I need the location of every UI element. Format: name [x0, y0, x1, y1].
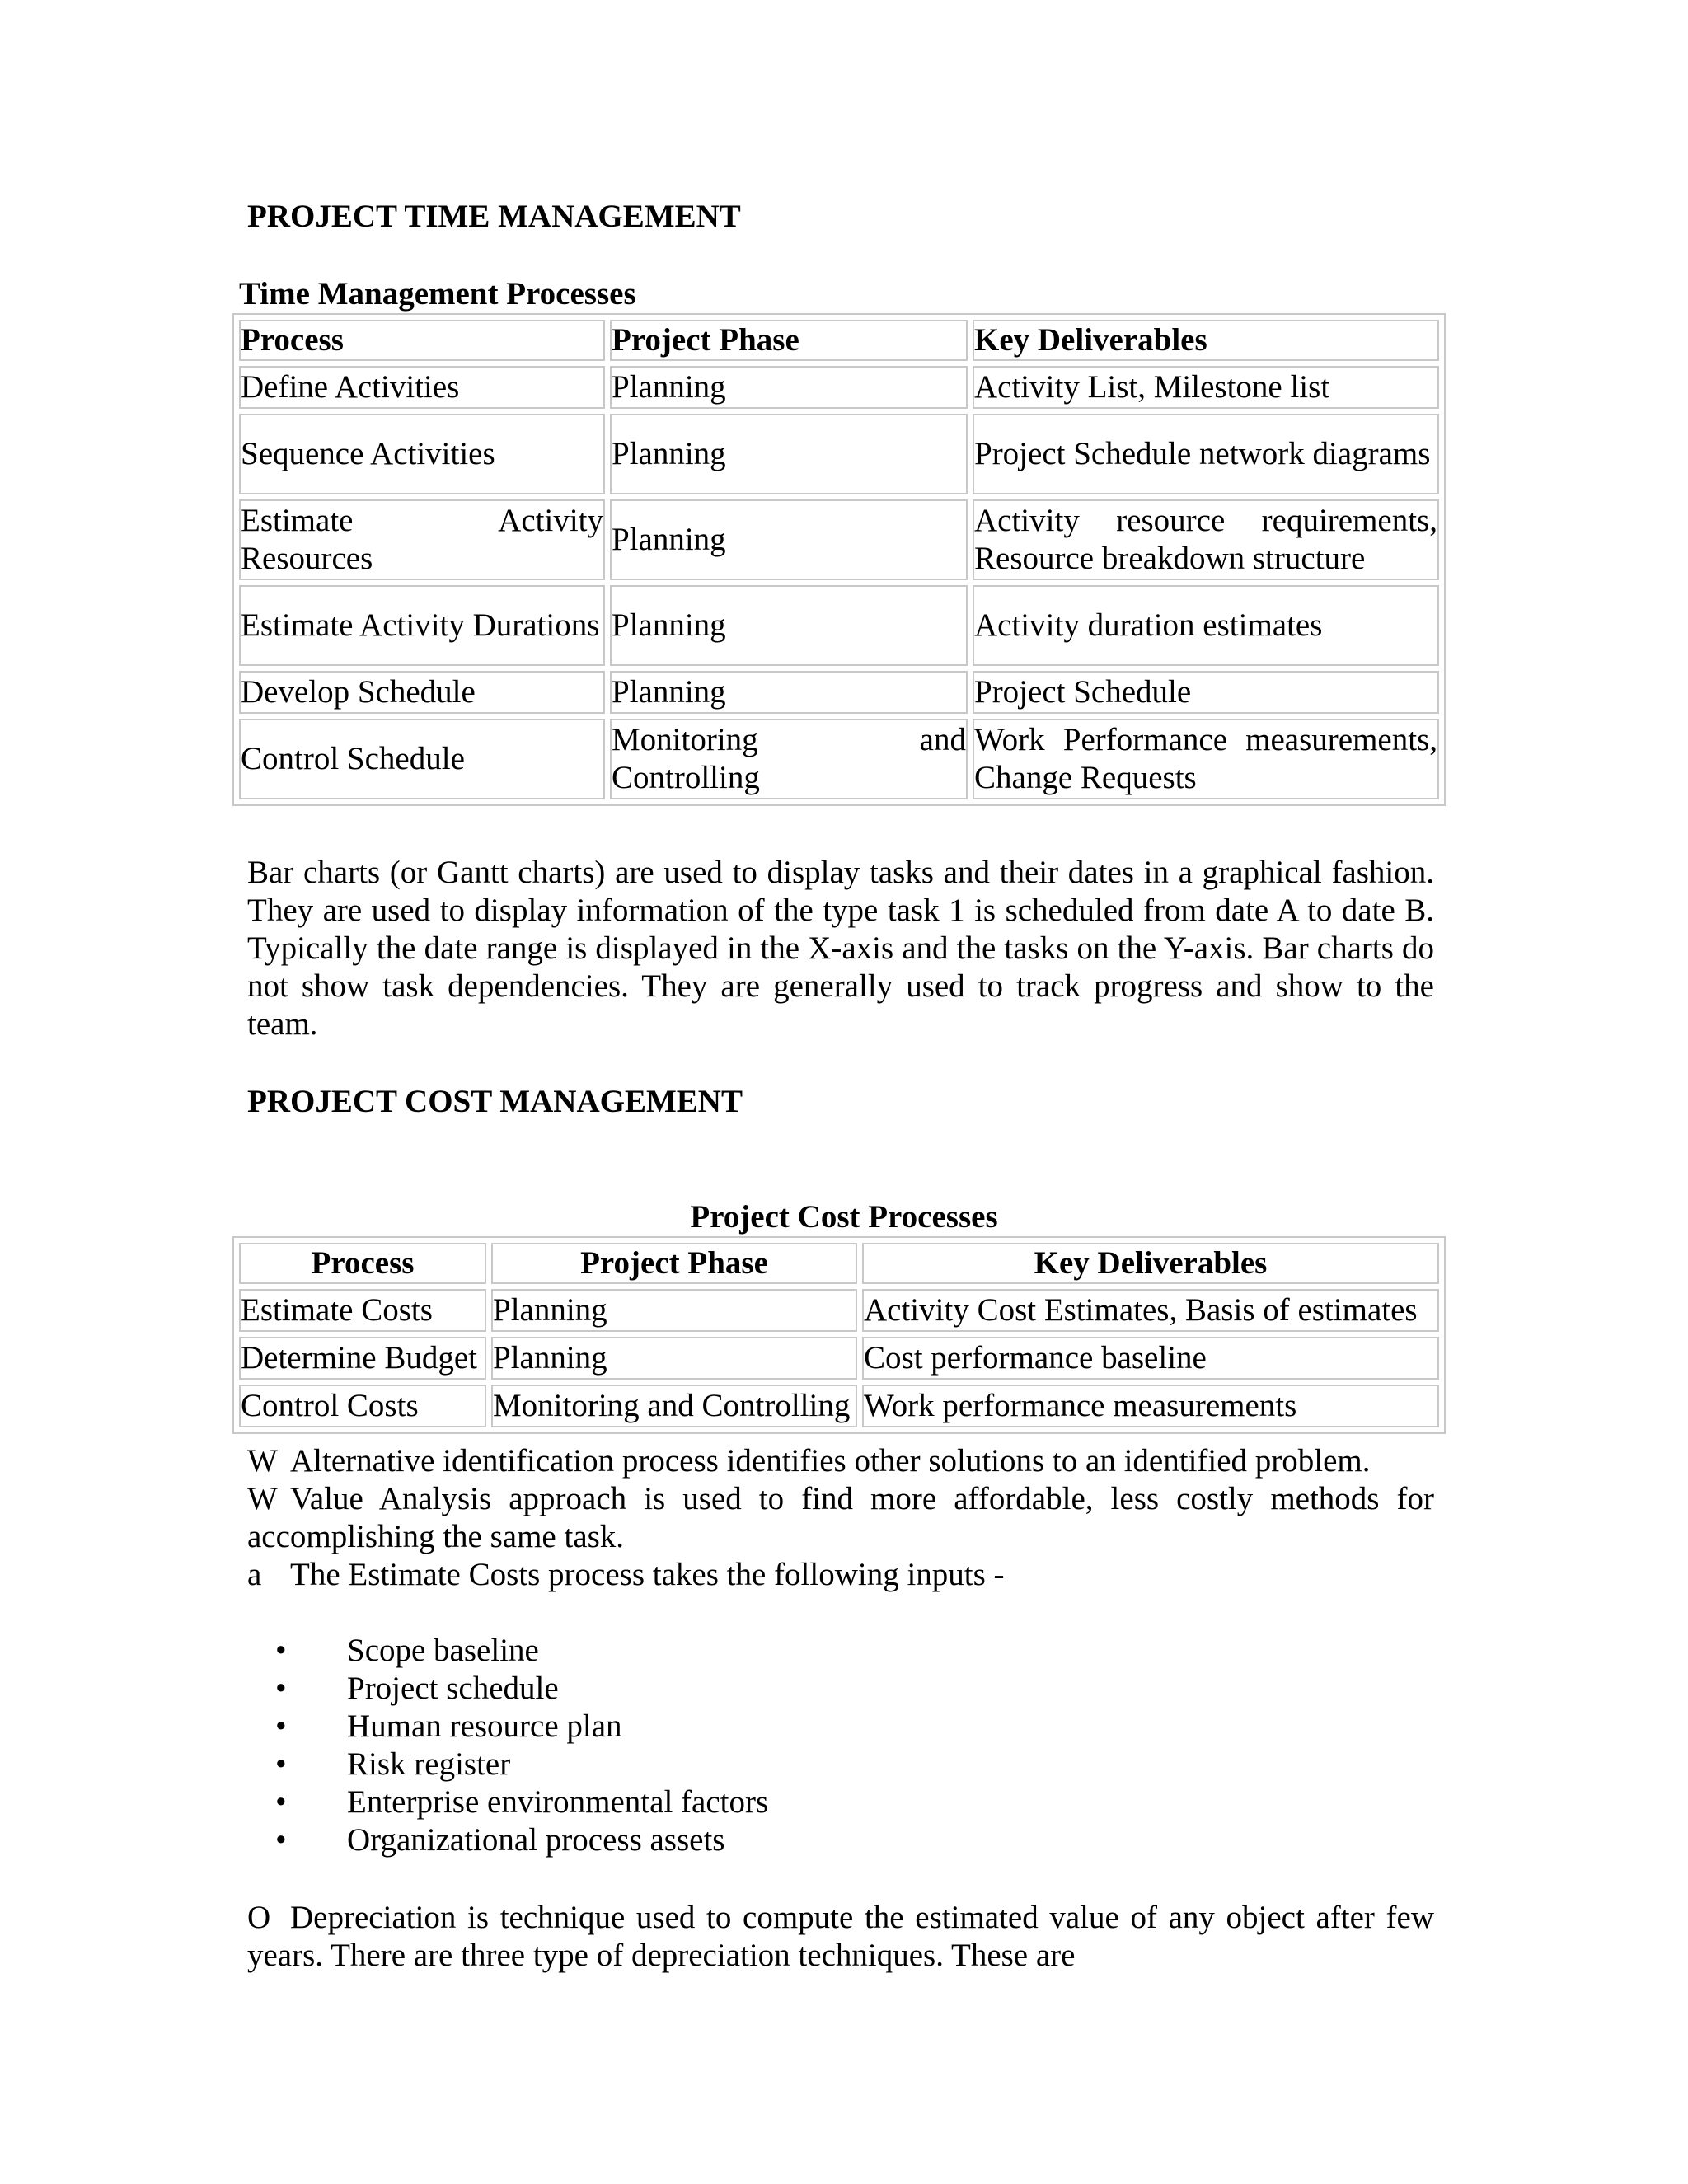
- list-item: [275, 1783, 1100, 1821]
- list-item-text: Scope baseline: [347, 1633, 539, 1668]
- column-header-deliverables: Key Deliverables: [862, 1243, 1439, 1284]
- table-row: [239, 719, 1439, 799]
- note-marker: O: [247, 1900, 271, 1935]
- phase-cell: Planning: [610, 414, 968, 494]
- bullet-icon: •: [275, 1708, 287, 1744]
- process-cell: Define Activities: [239, 366, 605, 409]
- process-cell: Develop Schedule: [239, 671, 605, 714]
- deliverables-cell: Activity Cost Estimates, Basis of estimates: [862, 1289, 1439, 1332]
- deliverables-cell: Work performance measurements: [862, 1385, 1439, 1427]
- process-cell: Estimate Activity Durations: [239, 585, 605, 666]
- list-item-text: Enterprise environmental factors: [347, 1784, 769, 1820]
- depreciation-text: Depreciation is technique used to compute the estimated value of any object after few years. There are three type of depreciation techniques. These are: [247, 1900, 1434, 1973]
- process-cell: Sequence Activities: [239, 414, 605, 494]
- cost-management-heading: PROJECT COST MANAGEMENT: [247, 1084, 743, 1119]
- table-header-row: [239, 1243, 1439, 1284]
- estimate-costs-inputs-list: [275, 1632, 1100, 1859]
- deliverables-cell: Work Performance measurements, Change Requests: [973, 719, 1439, 799]
- cost-table-caption: Project Cost Processes: [690, 1199, 998, 1235]
- process-cell: Control Schedule: [239, 719, 605, 799]
- bullet-icon: •: [275, 1784, 287, 1820]
- cost-notes: [247, 1442, 1434, 1594]
- note-estimate-costs-inputs: [247, 1556, 1434, 1594]
- table-row: [239, 585, 1439, 666]
- table-row: [239, 1385, 1439, 1427]
- note-marker: W: [247, 1481, 278, 1516]
- note-marker: W: [247, 1443, 278, 1479]
- note-text: Value Analysis approach is used to find more affordable, less costly methods for accomplishing the same task.: [247, 1481, 1434, 1554]
- list-item: [275, 1746, 1100, 1783]
- bullet-icon: •: [275, 1746, 287, 1782]
- time-table-caption: Time Management Processes: [239, 276, 636, 312]
- note-text: Alternative identification process identifies other solutions to an identified problem.: [290, 1443, 1371, 1479]
- list-item: [275, 1821, 1100, 1859]
- list-item-text: Project schedule: [347, 1671, 559, 1706]
- table-row: [239, 414, 1439, 494]
- time-processes-table: [232, 313, 1446, 806]
- note-alternative-identification: [247, 1442, 1434, 1480]
- phase-cell: Monitoring and Controlling: [491, 1385, 857, 1427]
- phase-cell: Planning: [491, 1289, 857, 1332]
- list-item: [275, 1632, 1100, 1670]
- note-text: The Estimate Costs process takes the following inputs -: [290, 1557, 1005, 1592]
- table-header-row: [239, 320, 1439, 361]
- deliverables-cell: Activity duration estimates: [973, 585, 1439, 666]
- table-row: [239, 671, 1439, 714]
- phase-cell: Planning: [610, 585, 968, 666]
- table-row: [239, 499, 1439, 580]
- column-header-deliverables: Key Deliverables: [973, 320, 1439, 361]
- deliverables-cell: Project Schedule network diagrams: [973, 414, 1439, 494]
- depreciation-paragraph: [247, 1899, 1434, 1975]
- table-row: [239, 1337, 1439, 1380]
- phase-cell: Planning: [610, 366, 968, 409]
- list-item: [275, 1708, 1100, 1746]
- process-cell: Estimate Activity Resources: [239, 499, 605, 580]
- column-header-process: Process: [239, 1243, 486, 1284]
- table-row: [239, 1289, 1439, 1332]
- bullet-icon: •: [275, 1671, 287, 1706]
- gantt-chart-paragraph: Bar charts (or Gantt charts) are used to display tasks and their dates in a graphical fashion. They are used to display information of the type task 1 is scheduled from date A to date B. Typically the date range is displayed in the X-axis and the tasks on the Y-axis. Bar charts do not show task dependencies. They are generally used to track progress and show to the team.: [247, 855, 1434, 1042]
- deliverables-cell: Activity List, Milestone list: [973, 366, 1439, 409]
- deliverables-cell: Activity resource requirements, Resource breakdown structure: [973, 499, 1439, 580]
- bullet-icon: •: [275, 1822, 287, 1858]
- list-item-text: Human resource plan: [347, 1708, 622, 1744]
- column-header-phase: Project Phase: [610, 320, 968, 361]
- list-item-text: Organizational process assets: [347, 1822, 725, 1858]
- list-item-text: Risk register: [347, 1746, 511, 1782]
- list-item: [275, 1670, 1100, 1708]
- column-header-phase: Project Phase: [491, 1243, 857, 1284]
- time-management-heading: PROJECT TIME MANAGEMENT: [247, 199, 741, 234]
- note-marker: a: [247, 1557, 262, 1592]
- deliverables-cell: Project Schedule: [973, 671, 1439, 714]
- column-header-process: Process: [239, 320, 605, 361]
- deliverables-cell: Cost performance baseline: [862, 1337, 1439, 1380]
- process-cell: Determine Budget: [239, 1337, 486, 1380]
- table-row: [239, 366, 1439, 409]
- process-cell: Estimate Costs: [239, 1289, 486, 1332]
- phase-cell: Planning: [610, 671, 968, 714]
- process-cell: Control Costs: [239, 1385, 486, 1427]
- cost-processes-table: [232, 1236, 1446, 1434]
- note-value-analysis: [247, 1480, 1434, 1556]
- phase-cell: Planning: [491, 1337, 857, 1380]
- phase-cell: Monitoring and Controlling: [610, 719, 968, 799]
- bullet-icon: •: [275, 1633, 287, 1668]
- phase-cell: Planning: [610, 499, 968, 580]
